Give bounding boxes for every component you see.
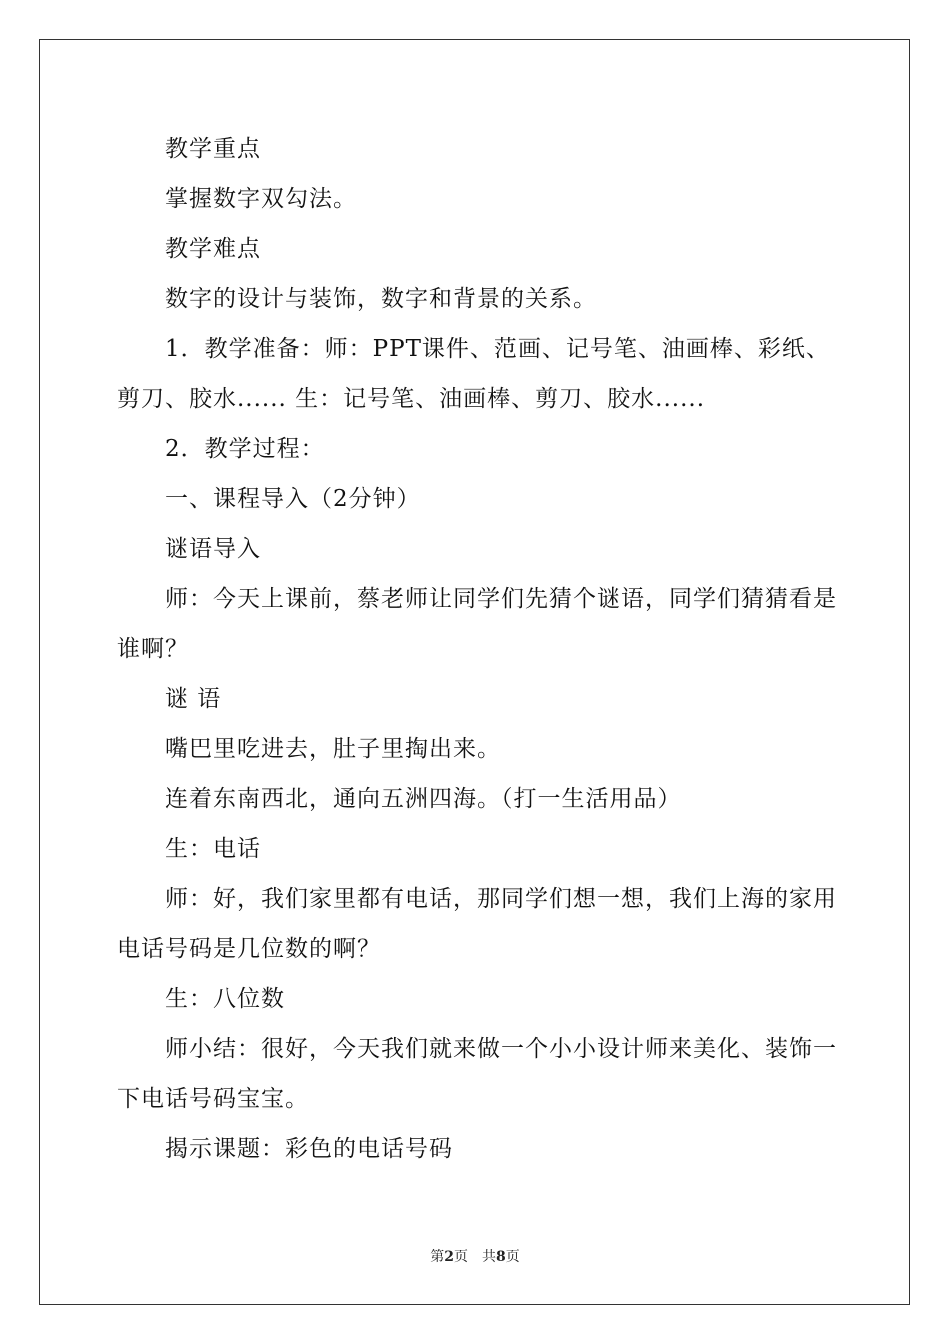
section-heading: 一、课程导入（2分钟） [165,486,421,512]
paragraph-text: 2．教学过程： [165,436,325,462]
page-current: 2 [444,1249,454,1265]
total-suffix: 页 [505,1249,520,1265]
total-count: 8 [496,1249,506,1265]
page-footer [0,1247,950,1267]
document-body [117,124,837,1174]
paragraph-text: 生：八位数 [165,986,285,1012]
paragraph-text: 连着东南西北，通向五洲四海。（打一生活用品） [165,786,682,812]
paragraph-text: 生：电话 [165,836,261,862]
paragraph-text: 谁啊？ [117,636,189,662]
paragraph-text: 剪刀、胶水...... 生：记号笔、油画棒、剪刀、胶水...... [117,386,706,412]
heading-teaching-difficulty: 教学难点 [165,236,261,262]
paragraph-text: 1．教学准备：师：PPT课件、范画、记号笔、油画棒、彩纸、 [165,336,830,362]
page-prefix: 第 [430,1249,445,1265]
paragraph-text: 电话号码是几位数的啊？ [117,936,381,962]
paragraph-text: 师小结：很好，今天我们就来做一个小小设计师来美化、装饰一 [165,1036,837,1062]
page-total [482,1249,520,1265]
heading-teaching-focus: 教学重点 [165,136,261,162]
paragraph-text: 数字的设计与装饰，数字和背景的关系。 [165,286,597,312]
page-number [430,1249,468,1265]
paragraph-text: 揭示课题：彩色的电话号码 [165,1136,453,1162]
paragraph-text: 嘴巴里吃进去，肚子里掏出来。 [165,736,501,762]
total-prefix: 共 [482,1249,496,1265]
paragraph-text: 师：今天上课前，蔡老师让同学们先猜个谜语，同学们猜猜看是 [165,586,837,612]
paragraph-text: 下电话号码宝宝。 [117,1086,309,1112]
paragraph-text: 谜语导入 [165,536,261,562]
paragraph-text: 师：好，我们家里都有电话，那同学们想一想，我们上海的家用 [165,886,837,912]
paragraph-text: 谜 语 [165,686,222,712]
page-suffix: 页 [454,1249,468,1265]
paragraph-text: 掌握数字双勾法。 [165,186,357,212]
